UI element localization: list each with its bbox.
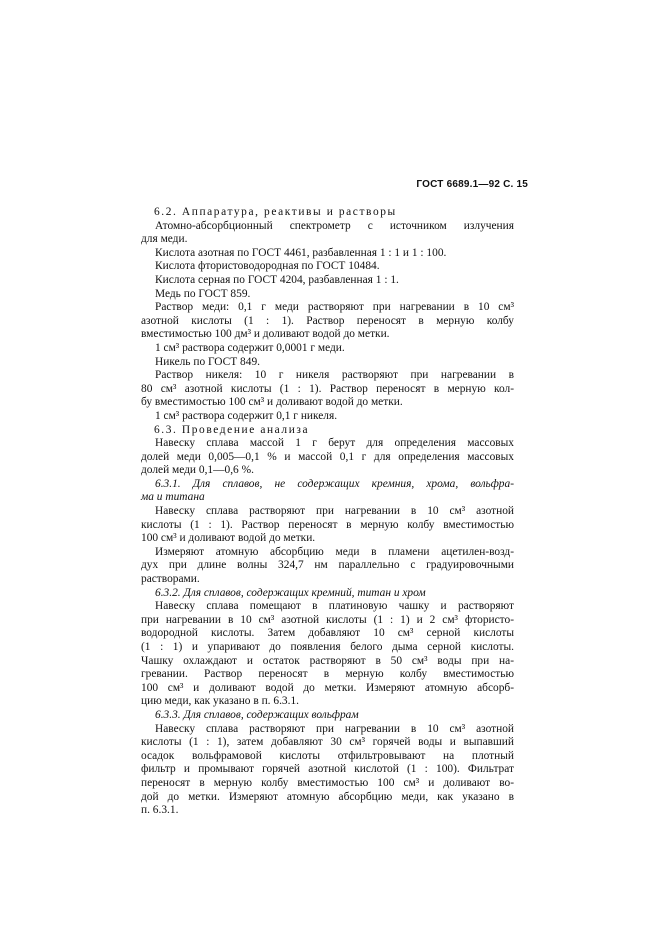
text-line: 6.3.2. Для сплавов, содержащих кремний, титан и хром [155,586,426,599]
text-line: 6.3. Проведение анализа [154,423,310,436]
text-line: Кислота фтористоводородная по ГОСТ 10484. [155,260,380,273]
page-header: ГОСТ 6689.1—92 С. 15 [416,179,528,190]
text-line: 6.3.1. Для сплавов, не содержащих кремния, хрома, вольфра- [155,477,514,490]
text-line: дух при длине волны 324,7 нм параллельно с градуировочными [141,559,514,572]
text-line: гревании. Раствор переносят в мерную колбу вместимостью [141,668,514,681]
text-line: 6.3.3. Для сплавов, содержащих вольфрам [155,708,359,721]
text-line: ма и титана [141,491,205,504]
text-line: водородной кислоты. Затем добавляют 10 см³ серной кислоты [141,627,514,640]
text-line: бу вместимостью 100 см³ и доливают водой до метки. [141,396,403,409]
text-line: Навеску сплава массой 1 г берут для определения массовых [155,437,514,450]
text-line: Раствор никеля: 10 г никеля растворяют при нагревании в [155,369,514,382]
text-line: цию меди, как указано в п. 6.3.1. [141,695,300,708]
document-body [141,206,514,818]
text-line: Измеряют атомную абсорбцию меди в пламени ацетилен-возд- [155,545,514,558]
text-line: Никель по ГОСТ 849. [155,355,260,368]
text-line: Навеску сплава растворяют при нагревании в 10 см³ азотной [155,505,514,518]
text-line: при нагревании в 10 см³ азотной кислоты (1 : 1) и 2 см³ фтористо- [141,613,514,626]
text-line: Медь по ГОСТ 859. [155,287,251,300]
text-line: 1 см³ раствора содержит 0,0001 г меди. [155,341,345,354]
text-line: п. 6.3.1. [141,804,179,817]
text-line: Атомно-абсорбционный спектрометр с источником излучения [155,219,514,232]
text-line: кислоты (1 : 1). Раствор переносят в мерную колбу вместимостью [141,518,514,531]
text-line: Кислота азотная по ГОСТ 4461, разбавленная 1 : 1 и 1 : 100. [155,246,447,259]
text-line: (1 : 1) и упаривают до появления белого дыма серной кислоты. [141,641,514,653]
text-line: растворами. [141,573,200,586]
text-line: вместимостью 100 дм³ и доливают водой до метки. [141,328,390,341]
text-line: 80 см³ азотной кислоты (1 : 1). Раствор переносят в мерную кол- [141,382,514,395]
text-line: долей меди 0,1—0,6 %. [141,464,254,477]
text-line: Чашку охлаждают и остаток растворяют в 50 см³ воды при на- [141,654,514,667]
text-line: 1 см³ раствора содержит 0,1 г никеля. [155,409,338,422]
text-line: фильтр и промывают горячей азотной кислотой (1 : 100). Фильтрат [141,763,514,776]
text-line: 6.2. Аппаратура, реактивы и растворы [154,206,397,218]
text-line: Раствор меди: 0,1 г меди растворяют при нагревании в 10 см³ [155,301,514,314]
text-line: дой до метки. Измеряют атомную абсорбцию меди, как указано в [141,790,514,803]
text-line: Навеску сплава помещают в платиновую чашку и растворяют [155,600,514,613]
text-line: осадок вольфрамовой кислоты отфильтровывают на плотный [141,749,514,762]
text-line: 100 см³ и доливают водой до метки. Измеряют атомную абсорб- [141,681,514,694]
text-line: для меди. [141,233,188,246]
text-line: азотной кислоты (1 : 1). Раствор переносят в мерную колбу [141,314,514,327]
text-line: долей меди 0,005—0,1 % и массой 0,1 г для определения массовых [141,450,514,463]
text-line: кислоты (1 : 1), затем добавляют 30 см³ горячей воды и выпавший [141,736,514,749]
text-line: Кислота серная по ГОСТ 4204, разбавленная 1 : 1. [155,273,399,286]
text-line: Навеску сплава растворяют при нагревании в 10 см³ азотной [155,722,514,735]
text-line: переносят в мерную колбу вместимостью 100 см³ и доливают во- [141,776,514,789]
text-line: 100 см³ и доливают водой до метки. [141,532,316,545]
